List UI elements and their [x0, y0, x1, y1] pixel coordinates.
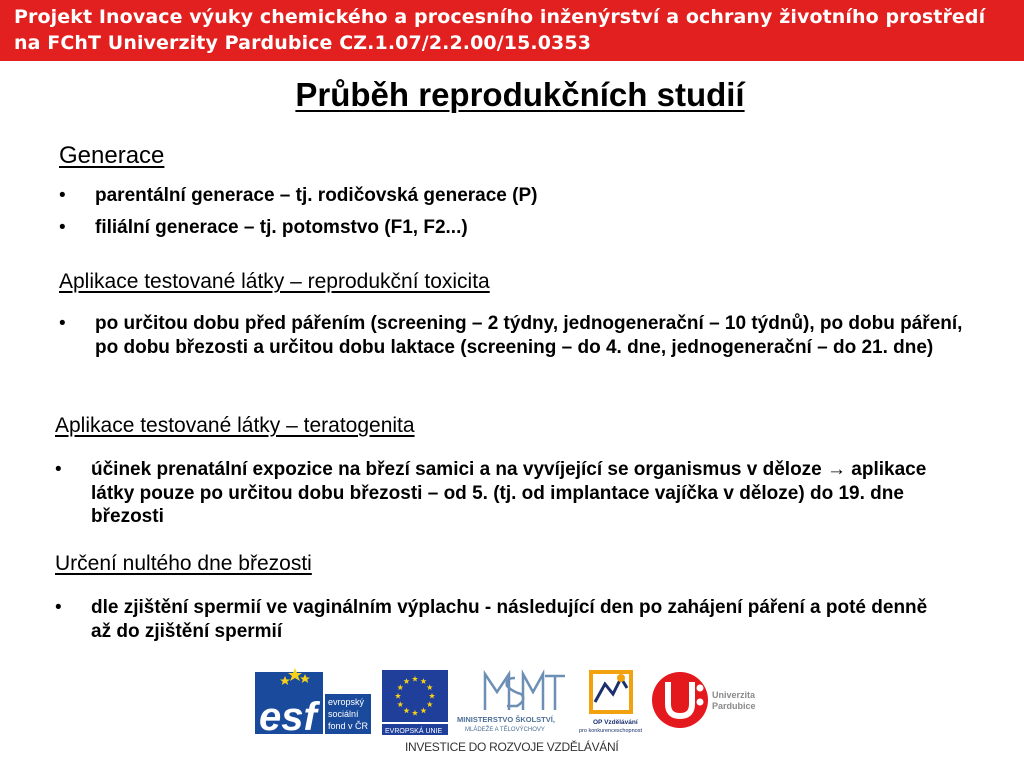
- msmt-logo: [455, 664, 570, 736]
- bullet-glyph: •: [55, 459, 62, 480]
- bullet-glyph: •: [59, 216, 66, 238]
- eu-label: EVROPSKÁ UNIE: [385, 728, 443, 735]
- section-reproductive-toxicity: [59, 270, 969, 359]
- op-line: pro konkurenceschopnost: [579, 728, 642, 734]
- section-day-zero: [55, 552, 935, 643]
- msmt-monogram-icon: [485, 674, 565, 710]
- section-teratogenicity: [55, 414, 935, 529]
- eu-flag-logo: [382, 664, 448, 736]
- banner-line-2: na FChT Univerzity Pardubice CZ.1.07/2.2.00/15.0353: [14, 32, 592, 54]
- upce-logo: [652, 664, 762, 736]
- bullet-glyph: •: [55, 597, 62, 618]
- bullet-list: [55, 458, 935, 529]
- list-item: [55, 458, 935, 529]
- section-generace: [59, 142, 537, 247]
- msmt-line: MINISTERSTVO ŠKOLSTVÍ,: [457, 715, 555, 724]
- banner-line-1: Projekt Inovace výuky chemického a procesního inženýrství a ochrany životního prostředí: [14, 6, 986, 28]
- esf-mark: esf: [259, 695, 317, 736]
- list-item-text: po určitou dobu před pářením (screening – 2 týdny, jednogenerační – 10 týdnů), po dobu páření, po dobu březosti a určitou dobu laktace (screening – do 4. dne, jednogenerační – do 21. dne): [95, 313, 963, 358]
- section-heading: Aplikace testované látky – teratogenita: [55, 414, 415, 437]
- esf-line: sociální: [328, 709, 359, 719]
- bullet-list: [55, 596, 935, 643]
- list-item: [59, 216, 537, 240]
- logo-tagline: INVESTICE DO ROZVOJE VZDĚLÁVÁNÍ: [405, 740, 619, 754]
- esf-line: fond v ČR: [328, 721, 369, 731]
- slide-title: Průběh reprodukčních studií: [295, 76, 745, 113]
- list-item-text: účinek prenatální expozice na březí samici a na vyvíjející se organismus v děloze → aplikace látky pouze po určitou dobu březosti – od 5. (tj. od implantace vajíčka v děloze) do 19. dne březosti: [91, 459, 927, 527]
- list-item-text: dle zjištění spermií ve vaginálním výplachu - následující den po zahájení páření a poté denně až do zjištění spermií: [91, 597, 928, 642]
- esf-line: evropský: [328, 697, 365, 707]
- list-item: [59, 184, 537, 208]
- upce-line: Pardubice: [712, 701, 756, 711]
- logo-strip: [255, 664, 765, 764]
- msmt-line: MLÁDEŽE A TĚLOVÝCHOVY: [465, 727, 545, 733]
- section-heading: Určení nultého dne březosti: [55, 552, 312, 575]
- op-vk-logo: [577, 664, 649, 736]
- bullet-glyph: •: [59, 185, 66, 206]
- section-heading: Generace: [59, 142, 165, 169]
- list-item-text: filiální generace – tj. potomstvo (F1, F2...): [95, 216, 468, 238]
- op-line: OP Vzdělávání: [593, 719, 638, 726]
- section-heading: Aplikace testované látky – reprodukční toxicita: [59, 270, 490, 293]
- list-item: [59, 312, 969, 359]
- bullet-list: [59, 312, 969, 359]
- bullet-glyph: •: [59, 313, 66, 334]
- project-banner: [0, 0, 1024, 61]
- upce-line: Univerzita: [712, 690, 756, 700]
- list-item: [55, 596, 935, 643]
- esf-logo: [255, 664, 373, 736]
- list-item-text: parentální generace – tj. rodičovská generace (P): [95, 185, 538, 206]
- bullet-list: [59, 184, 537, 239]
